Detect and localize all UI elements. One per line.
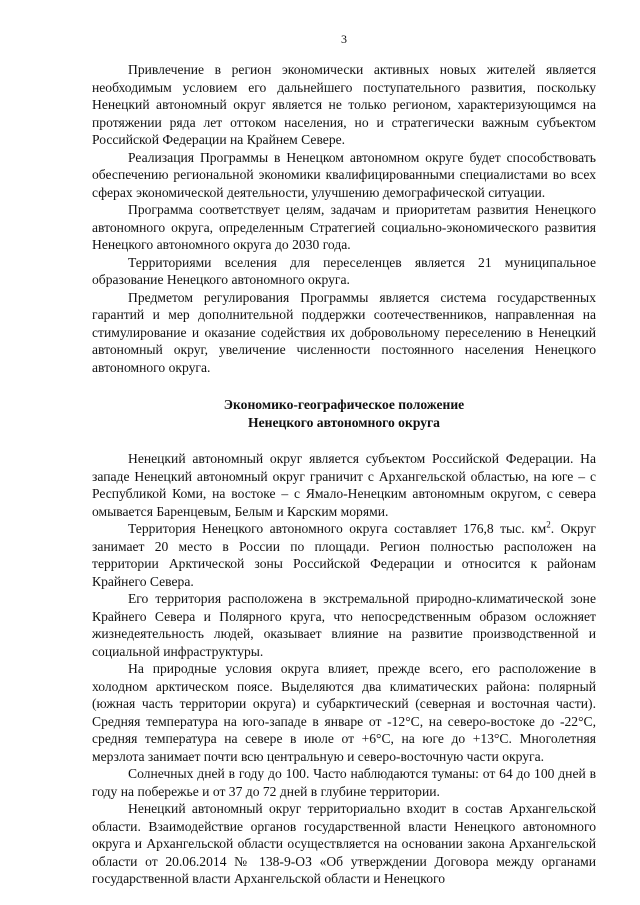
intro-paragraph-3: Программа соответствует целям, задачам и приоритетам развития Ненецкого автономного округа, определенным Стратегией социально-экономического развития Ненецкого автономного округа до 2030 года. xyxy=(92,202,596,252)
section-heading xyxy=(92,396,596,432)
intro-paragraph-5: Предметом регулирования Программы является система государственных гарантий и мер дополнительной поддержки соотечественников, направленная на стимулирование и оказание содействия их добровольному переселению в Ненецкий автономный округ, увеличение численности постоянного населения Ненецкого автономного округа. xyxy=(92,289,596,375)
page-number: 3 xyxy=(341,32,347,46)
section-heading-line-1: Экономико-географическое положение xyxy=(223,397,465,412)
section-paragraph-6: Ненецкий автономный округ территориально входит в состав Архангельской области. Взаимодействие органов государственной власти Ненецкого автономного округа и Архангельской области осуществляется на основании закона Архангельской области от 20.06.2014 № 138-9-ОЗ «Об утверждении Договора между органами государственной власти Архангельской области и Ненецкого xyxy=(92,801,596,886)
section-heading-line-2: Ненецкого автономного округа xyxy=(248,415,440,430)
territory-area-text: Территория Ненецкого автономного округа составляет 176,8 тыс. км xyxy=(128,521,547,536)
section-paragraph-2 xyxy=(92,520,596,590)
section-paragraph-5: Солнечных дней в году до 100. Часто наблюдаются туманы: от 64 до 100 дней в году на побережье и от 37 до 72 дней в глубине территории. xyxy=(92,766,596,799)
square-km-superscript: 2 xyxy=(546,519,551,530)
intro-paragraph-2: Реализация Программы в Ненецком автономном округе будет способствовать обеспечению региональной экономики квалифицированными специалистами во всех сферах экономической деятельности, улучшению демографической ситуации. xyxy=(92,149,596,200)
section-paragraph-1: Ненецкий автономный округ является субъектом Российской Федерации. На западе Ненецкий автономный округ граничит с Архангельской областью, на юге – с Республикой Коми, на востоке – с Ямало-Ненецким автономным округом, с севера омывается Баренцевым, Белым и Карским морями. xyxy=(92,451,596,519)
intro-paragraph-1: Привлечение в регион экономически активных новых жителей является необходимым условием его дальнейшего поступательного развития, поскольку Ненецкий автономный округ является не только регионом, характеризующимся на протяжении ряда лет оттоком населения, но и стратегически важным субъектом Российской Федерации на Крайнем Севере. xyxy=(92,62,596,147)
section-paragraph-3: Его территория расположена в экстремальной природно-климатической зоне Крайнего Севера и Полярного круга, что непосредственным образом осложняет жизнедеятельность людей, оказывает влияние на развитие производственной и социальной инфраструктуры. xyxy=(92,591,596,659)
section-paragraph-4: На природные условия округа влияет, прежде всего, его расположение в холодном арктическом поясе. Выделяются два климатических района: полярный (южная часть территории округа) и субарктический (северная и восточная части). Средняя температура на юго-западе в январе от -12°С, на северо-востоке до -22°С, средняя температура на севере в июле от +6°С, на юге до +13°С. Многолетняя мерзлота занимает почти всю центральную и северо-восточную части округа. xyxy=(92,661,596,764)
territory-rank-text: . Округ занимает 20 место в России по площади. Регион полностью расположен на территории Арктической зоны Российской Федерации и относится к районам Крайнего Севера. xyxy=(92,521,597,589)
intro-paragraph-4: Территориями вселения для переселенцев является 21 муниципальное образование Ненецкого автономного округа. xyxy=(92,254,596,287)
